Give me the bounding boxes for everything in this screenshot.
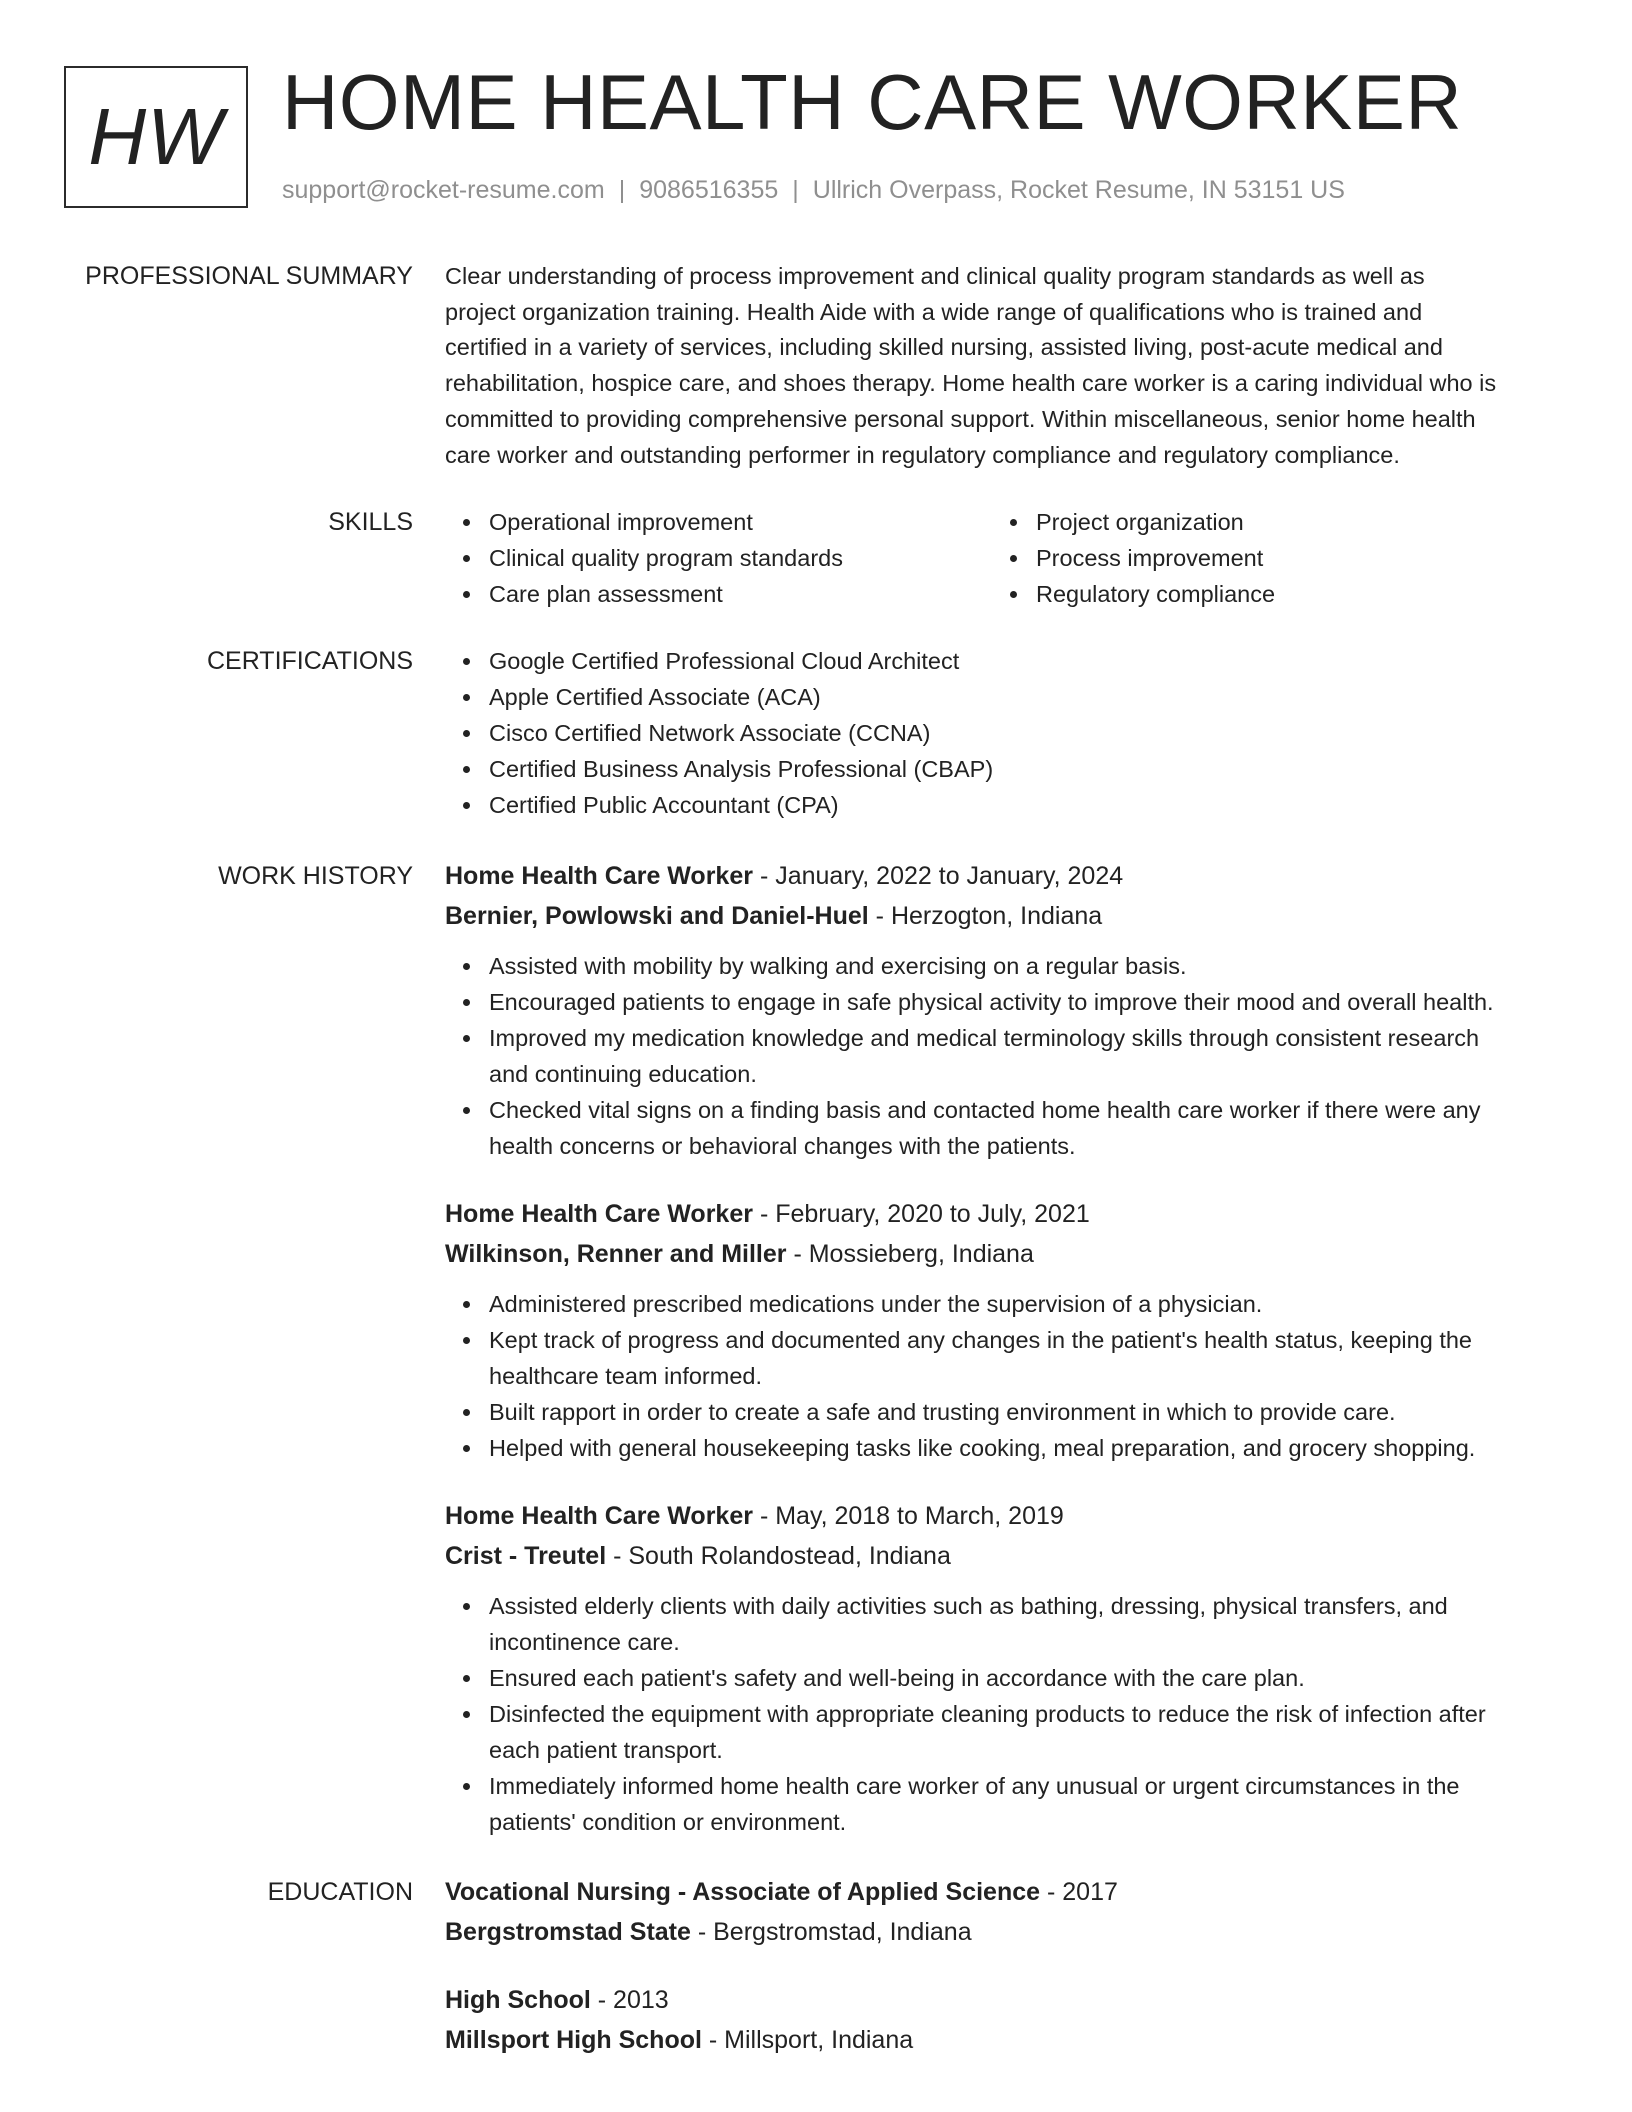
education-school: Millsport High School <box>445 2026 702 2054</box>
job-entry <box>445 1496 1555 1840</box>
job-role: Home Health Care Worker <box>445 1200 753 1228</box>
skills-columns <box>445 504 1555 612</box>
contact-email[interactable]: support@rocket-resume.com <box>282 176 605 204</box>
job-company-line <box>445 1536 1555 1576</box>
job-entry <box>445 1194 1555 1466</box>
bullet-line: Assisted with mobility by walking and exercising on a regular basis. <box>489 953 1187 979</box>
bullet-line: Disinfected the equipment with appropriate cleaning products to reduce the risk of infection after <box>489 1701 1486 1727</box>
job-company: Wilkinson, Renner and Miller <box>445 1240 787 1268</box>
job-bullets <box>445 1286 1555 1466</box>
job-bullet <box>445 1696 1555 1768</box>
job-entry <box>445 856 1555 1164</box>
bullet-line: patients' condition or environment. <box>489 1809 847 1835</box>
bullet-line: Immediately informed home health care worker of any unusual or urgent circumstances in the <box>489 1773 1460 1799</box>
education-degree: Vocational Nursing - Associate of Applied Science <box>445 1878 1041 1906</box>
education-year: - 2017 <box>1047 1878 1118 1906</box>
job-bullets <box>445 1588 1555 1840</box>
job-bullet <box>445 1092 1555 1164</box>
certification-item: Cisco Certified Network Associate (CCNA) <box>445 715 1555 751</box>
education-degree-line <box>445 1872 1555 1912</box>
job-bullet <box>445 1588 1555 1660</box>
job-bullet <box>445 1286 1555 1322</box>
certification-item: Certified Public Accountant (CPA) <box>445 787 1555 823</box>
education-year: - 2013 <box>597 1986 669 2014</box>
skills-list-left <box>445 504 992 612</box>
bullet-line: Kept track of progress and documented any changes in the patient's health status, keeping the <box>489 1327 1472 1353</box>
job-location: - Herzogton, Indiana <box>875 902 1103 930</box>
skill-item: Regulatory compliance <box>992 576 1539 612</box>
skill-item: Clinical quality program standards <box>445 540 992 576</box>
job-role-line <box>445 1496 1555 1536</box>
job-role-line <box>445 856 1555 896</box>
summary-line: project organization training. Health Aide with a wide range of qualifications who is trained and <box>445 298 1423 325</box>
job-company: Crist - Treutel <box>445 1542 607 1570</box>
section-title-summary: PROFESSIONAL SUMMARY <box>85 262 413 290</box>
job-bullet <box>445 1660 1555 1696</box>
job-bullet <box>445 1020 1555 1092</box>
job-role: Home Health Care Worker <box>445 862 753 890</box>
certifications-body <box>445 643 1555 823</box>
contact-separator: | <box>792 176 799 204</box>
section-title-certifications: CERTIFICATIONS <box>206 647 413 675</box>
education-entry <box>445 1872 1555 1952</box>
certification-item: Apple Certified Associate (ACA) <box>445 679 1555 715</box>
education-degree: High School <box>445 1986 591 2014</box>
job-company-line <box>445 1234 1555 1274</box>
summary-line: committed to providing comprehensive personal support. Within miscellaneous, senior home health <box>445 405 1476 432</box>
bullet-line: Encouraged patients to engage in safe physical activity to improve their mood and overall health. <box>489 989 1494 1015</box>
job-dates: - January, 2022 to January, 2024 <box>759 862 1124 890</box>
job-location: - Mossieberg, Indiana <box>793 1240 1034 1268</box>
job-role: Home Health Care Worker <box>445 1502 753 1530</box>
certification-item: Google Certified Professional Cloud Architect <box>445 643 1555 679</box>
job-bullet <box>445 1768 1555 1840</box>
skill-item: Project organization <box>992 504 1539 540</box>
summary-line: certified in a variety of services, including skilled nursing, assisted living, post-acute medical and <box>445 334 1443 361</box>
contact-address: Ullrich Overpass, Rocket Resume, IN 53151 US <box>812 176 1345 204</box>
education-degree-line <box>445 1980 1555 2020</box>
bullet-line: incontinence care. <box>489 1629 680 1655</box>
summary-line: Clear understanding of process improvement and clinical quality program standards as well as <box>445 263 1425 289</box>
bullet-line: healthcare team informed. <box>489 1363 763 1389</box>
section-title-work-history: WORK HISTORY <box>218 862 413 890</box>
contact-line <box>282 174 1345 206</box>
skill-item: Process improvement <box>992 540 1539 576</box>
summary-body <box>445 259 1555 473</box>
education-location: - Millsport, Indiana <box>708 2026 914 2054</box>
monogram-box <box>64 66 248 208</box>
bullet-line: Administered prescribed medications under the supervision of a physician. <box>489 1291 1263 1317</box>
education-location: - Bergstromstad, Indiana <box>697 1918 972 1946</box>
bullet-line: Improved my medication knowledge and medical terminology skills through consistent research <box>489 1025 1480 1051</box>
bullet-line: Assisted elderly clients with daily activities such as bathing, dressing, physical transfers, and <box>489 1593 1448 1619</box>
contact-phone[interactable]: 9086516355 <box>639 176 779 204</box>
job-location: - South Rolandostead, Indiana <box>613 1542 951 1570</box>
bullet-line: Ensured each patient's safety and well-being in accordance with the care plan. <box>489 1665 1305 1691</box>
job-dates: - May, 2018 to March, 2019 <box>759 1502 1064 1530</box>
section-title-skills: SKILLS <box>328 508 413 536</box>
contact-separator: | <box>618 176 626 204</box>
job-bullet <box>445 1394 1555 1430</box>
bullet-line: health concerns or behavioral changes with the patients. <box>489 1133 1076 1159</box>
job-company: Bernier, Powlowski and Daniel-Huel <box>445 902 869 930</box>
bullet-line: Built rapport in order to create a safe and trusting environment in which to provide care. <box>489 1399 1396 1425</box>
education-school: Bergstromstad State <box>445 1918 691 1946</box>
job-company-line <box>445 896 1555 936</box>
job-bullet <box>445 1322 1555 1394</box>
job-bullet <box>445 984 1555 1020</box>
resume-title: HOME HEALTH CARE WORKER <box>282 58 1463 146</box>
job-bullet <box>445 1430 1555 1466</box>
bullet-line: each patient transport. <box>489 1737 723 1763</box>
education-school-line <box>445 2020 1555 2060</box>
skills-list-right <box>992 504 1539 612</box>
job-dates: - February, 2020 to July, 2021 <box>759 1200 1090 1228</box>
bullet-line: Helped with general housekeeping tasks like cooking, meal preparation, and grocery shopping. <box>489 1435 1476 1461</box>
certifications-list <box>445 643 1555 823</box>
education-school-line <box>445 1912 1555 1952</box>
job-bullet <box>445 948 1555 984</box>
job-bullets <box>445 948 1555 1164</box>
bullet-line: and continuing education. <box>489 1061 757 1087</box>
skill-item: Operational improvement <box>445 504 992 540</box>
bullet-line: Checked vital signs on a finding basis and contacted home health care worker if there were any <box>489 1097 1481 1123</box>
section-title-education: EDUCATION <box>267 1878 413 1906</box>
monogram-initials: HW <box>88 92 224 181</box>
certification-item: Certified Business Analysis Professional (CBAP) <box>445 751 1555 787</box>
job-role-line <box>445 1194 1555 1234</box>
education-entry <box>445 1980 1555 2060</box>
summary-line: rehabilitation, hospice care, and shoes therapy. Home health care worker is a caring individual who is <box>445 370 1497 397</box>
skill-item: Care plan assessment <box>445 576 992 612</box>
summary-line: care worker and outstanding performer in regulatory compliance and regulatory compliance. <box>445 441 1400 468</box>
